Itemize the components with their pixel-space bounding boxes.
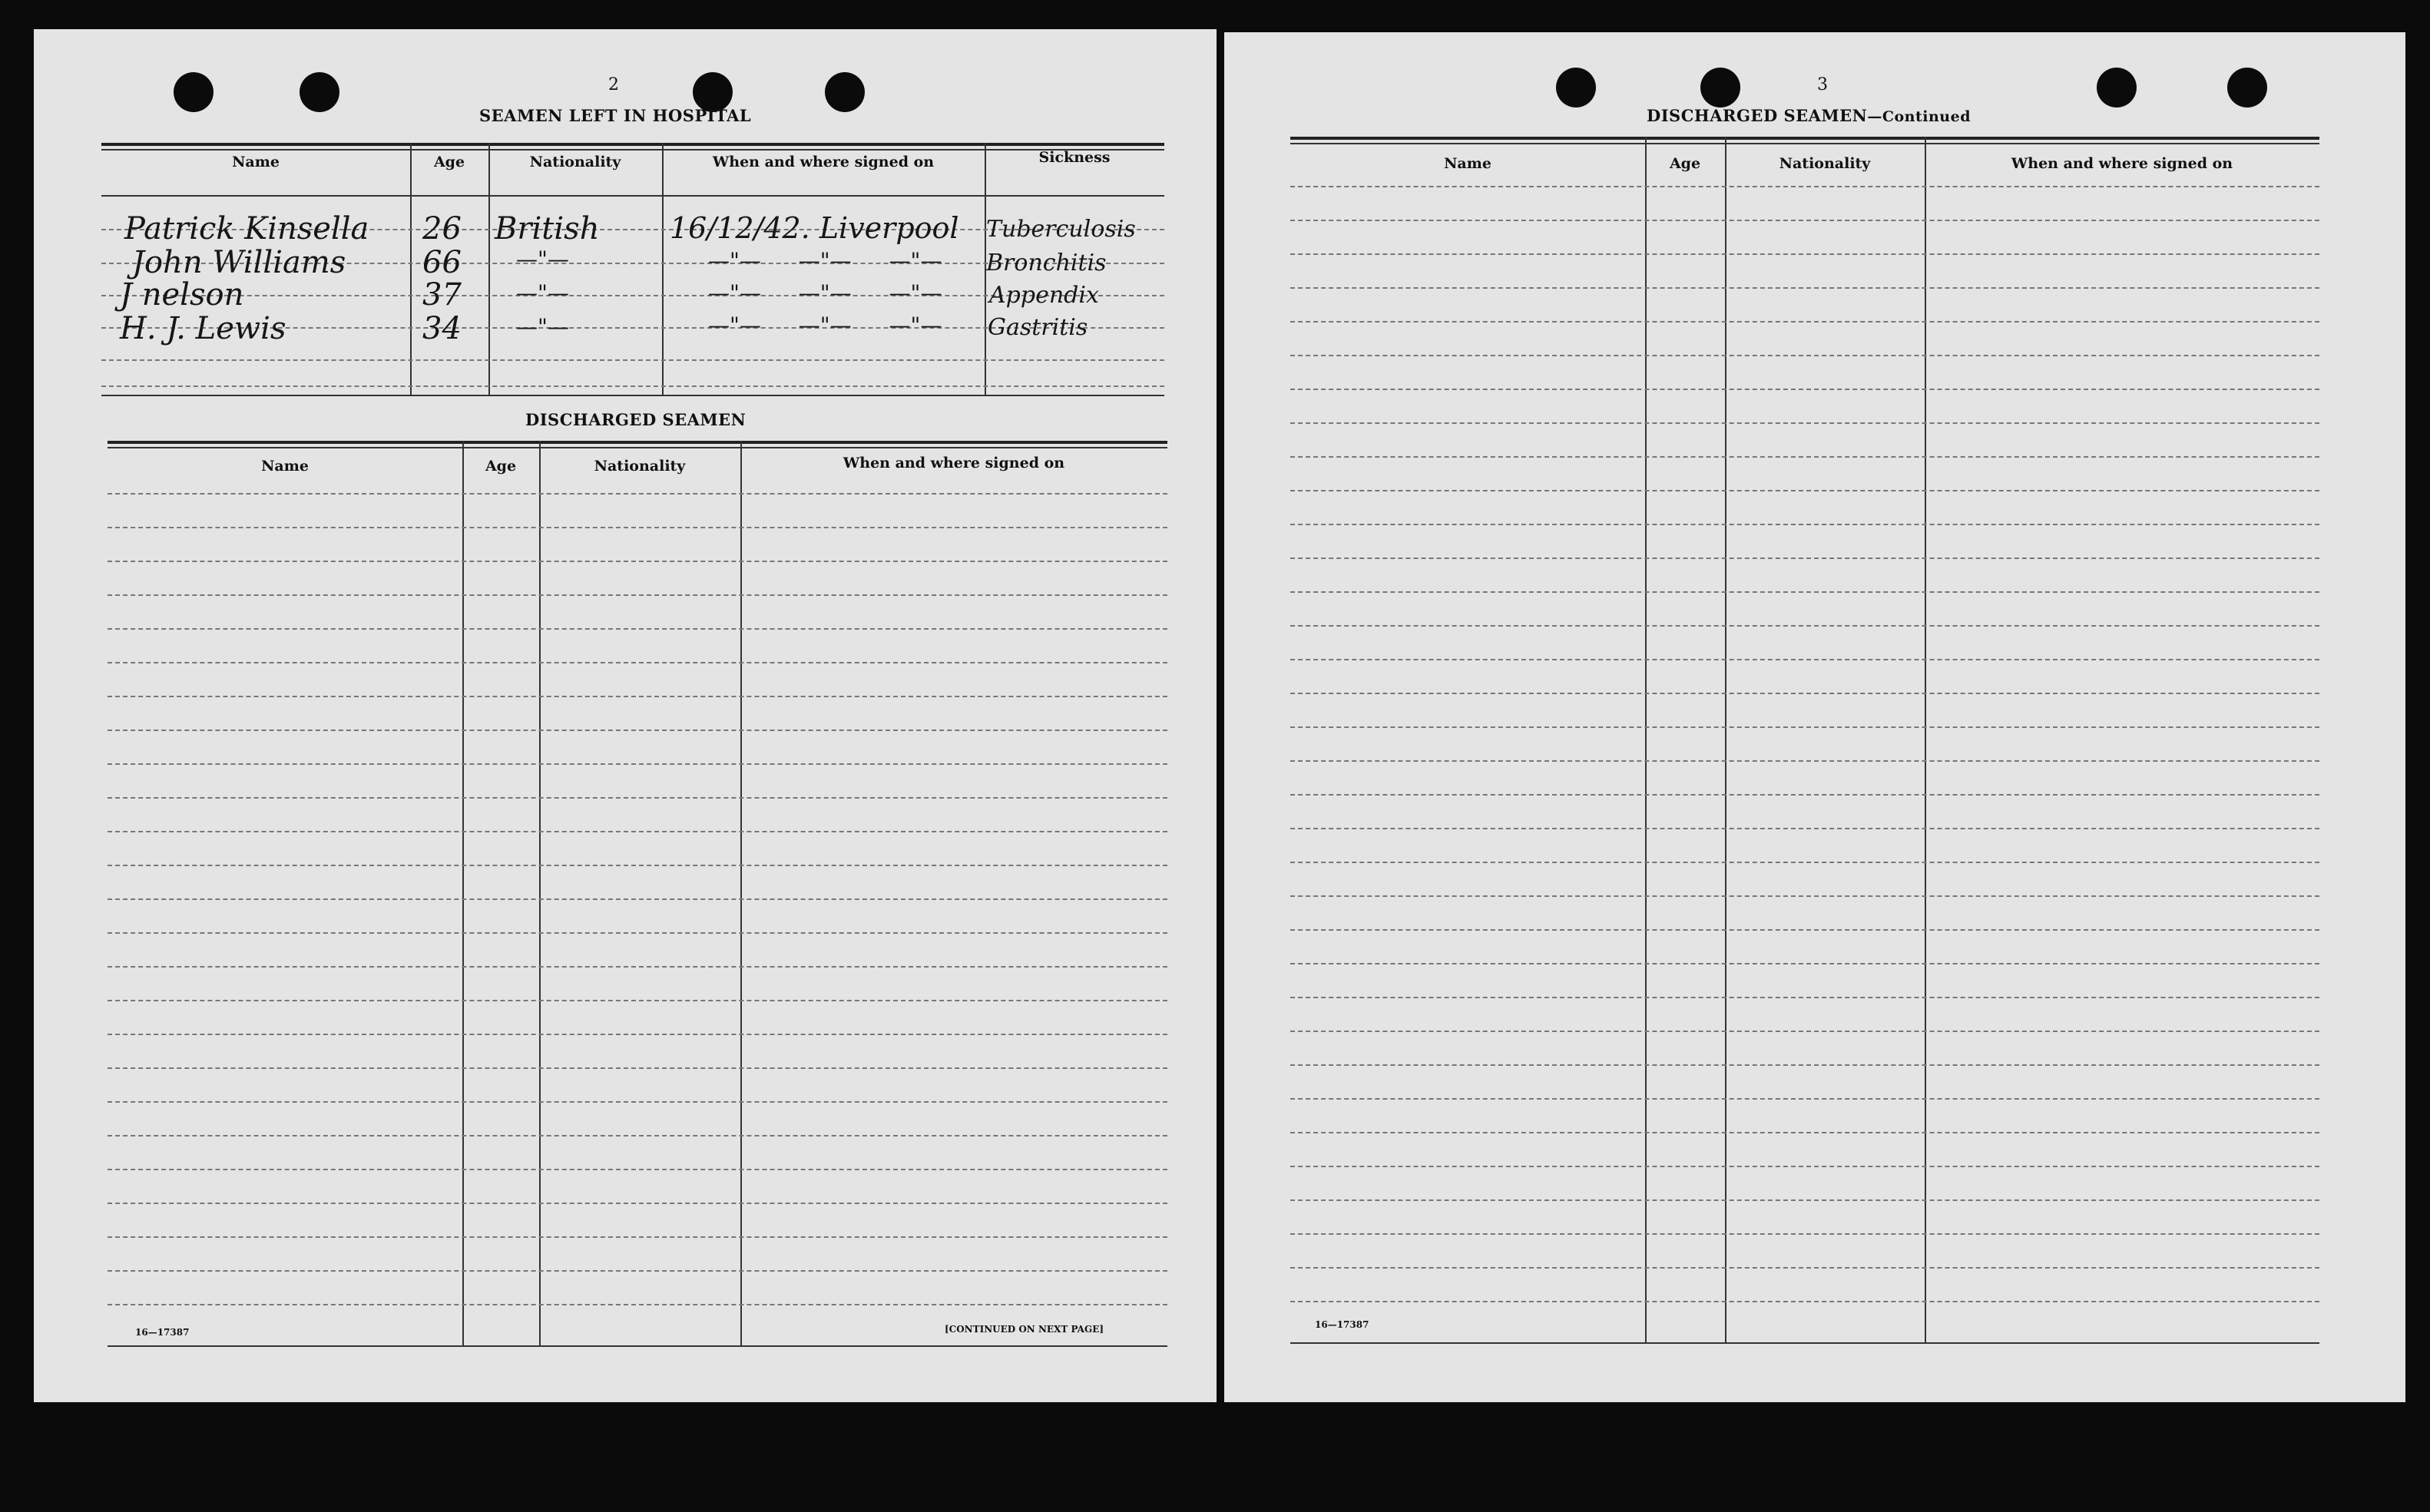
column-header-signed-on: When and where signed on [2011, 155, 2233, 172]
ruled-line [108, 898, 1167, 900]
ruled-line [1290, 929, 2319, 931]
column-header-age: Age [433, 154, 465, 170]
hospital-sickness-cell: Tuberculosis [986, 216, 1136, 243]
hospital-nationality-cell: —"— [516, 246, 569, 272]
ruled-line [108, 1236, 1167, 1238]
ruled-line [108, 1034, 1167, 1035]
column-header-name: Name [1444, 155, 1491, 172]
column-header-age: Age [1669, 155, 1701, 172]
ruled-line [1290, 490, 2319, 491]
hospital-name-cell: J nelson [120, 277, 244, 313]
ruled-line [108, 797, 1167, 799]
hospital-nationality-cell: British [495, 211, 600, 246]
punch-hole [1556, 68, 1596, 108]
ruled-line [108, 1000, 1167, 1001]
column-header-age: Age [485, 458, 517, 475]
page-number: 2 [608, 75, 619, 94]
hospital-age-cell: 37 [422, 277, 462, 313]
ruled-line [1290, 287, 2319, 289]
ruled-line [1290, 1166, 2319, 1167]
hospital-nationality-cell: —"— [516, 314, 569, 339]
ruled-line [1290, 760, 2319, 762]
ruled-line [1290, 186, 2319, 187]
column-header-signed-on: When and where signed on [712, 154, 935, 170]
ruled-line [1290, 659, 2319, 660]
ruled-line [1290, 1199, 2319, 1201]
right-page [1224, 32, 2405, 1402]
ruled-line [1290, 389, 2319, 390]
ruled-line [1290, 794, 2319, 796]
ruled-line [108, 561, 1167, 562]
ruled-line [108, 1203, 1167, 1204]
ruled-line [1290, 422, 2319, 424]
hospital-nationality-cell: —"— [516, 280, 569, 306]
column-header-name: Name [232, 154, 280, 170]
ruled-line [1290, 693, 2319, 694]
ruled-line [108, 594, 1167, 596]
discharged-continued-table [1290, 137, 2319, 1347]
ruled-line [108, 1135, 1167, 1136]
hospital-signed-on-cell: —"— —"— —"— [708, 280, 942, 306]
ruled-line [1290, 862, 2319, 863]
hospital-age-cell: 34 [422, 311, 462, 346]
discharged-continued-title [1647, 106, 1971, 125]
ruled-line [108, 865, 1167, 866]
form-number: 16—17387 [1315, 1319, 1369, 1330]
ruled-line [1290, 828, 2319, 829]
hospital-sickness-cell: Gastritis [988, 314, 1088, 341]
ruled-line [1290, 253, 2319, 255]
ruled-line [1290, 1132, 2319, 1133]
title-text: DISCHARGED SEAMEN [1647, 106, 1868, 125]
punch-hole [2227, 68, 2267, 108]
hospital-age-cell: 26 [422, 211, 462, 246]
ruled-line [1290, 726, 2319, 728]
hospital-name-cell: H. J. Lewis [120, 311, 286, 346]
ruled-line [1290, 591, 2319, 593]
ruled-line [1290, 963, 2319, 964]
hospital-age-cell: 66 [422, 245, 462, 280]
ruled-line [1290, 1233, 2319, 1235]
ruled-line [1290, 1064, 2319, 1066]
ruled-line [108, 1101, 1167, 1103]
page-number: 3 [1817, 75, 1828, 94]
punch-hole [2097, 68, 2137, 108]
hospital-signed-on-cell: 16/12/42. Liverpool [670, 211, 959, 245]
punch-hole [174, 72, 214, 112]
title-suffix: —Continued [1867, 108, 1971, 125]
ruled-line [108, 831, 1167, 832]
column-header-nationality: Nationality [529, 154, 621, 170]
form-number: 16—17387 [135, 1327, 190, 1338]
ruled-line [108, 763, 1167, 765]
hospital-name-cell: John Williams [132, 245, 346, 280]
ruled-line [108, 493, 1167, 495]
column-header-signed-on: When and where signed on [843, 455, 1065, 471]
ruled-line [108, 1067, 1167, 1069]
ruled-line [108, 1270, 1167, 1272]
continued-note: [CONTINUED ON NEXT PAGE] [945, 1324, 1104, 1335]
ruled-line [1290, 220, 2319, 221]
ruled-line [108, 1169, 1167, 1170]
ruled-line [108, 932, 1167, 934]
ruled-line [108, 1304, 1167, 1305]
ruled-line [1290, 557, 2319, 559]
punch-hole [825, 72, 865, 112]
ruled-line [108, 730, 1167, 731]
column-header-nationality: Nationality [594, 458, 686, 475]
hospital-name-cell: Patrick Kinsella [124, 211, 369, 246]
discharged-table [108, 441, 1167, 1347]
hospital-sickness-cell: Bronchitis [986, 250, 1107, 276]
ruled-line [1290, 1031, 2319, 1032]
ruled-line [1290, 1267, 2319, 1269]
column-header-name: Name [261, 458, 309, 475]
ruled-line [108, 527, 1167, 528]
ruled-line [108, 628, 1167, 630]
hospital-table [101, 143, 1164, 425]
left-page [34, 29, 1217, 1402]
hospital-signed-on-cell: —"— —"— —"— [708, 313, 942, 338]
ruled-line [1290, 1301, 2319, 1302]
ruled-line [1290, 321, 2319, 323]
hospital-sickness-cell: Appendix [989, 282, 1099, 309]
ruled-line [1290, 895, 2319, 897]
discharged-title: DISCHARGED SEAMEN [525, 410, 747, 429]
ruled-line [108, 696, 1167, 697]
hospital-signed-on-cell: —"— —"— —"— [708, 248, 942, 273]
punch-hole [300, 72, 339, 112]
ruled-line [1290, 456, 2319, 458]
ruled-line [1290, 1098, 2319, 1100]
hospital-title: SEAMEN LEFT IN HOSPITAL [479, 106, 752, 125]
ruled-line [1290, 625, 2319, 627]
ruled-line [1290, 355, 2319, 356]
column-header-nationality: Nationality [1779, 155, 1871, 172]
ruled-line [1290, 524, 2319, 525]
column-header-sickness: Sickness [1038, 149, 1111, 166]
ruled-line [108, 662, 1167, 663]
punch-hole [1700, 68, 1740, 108]
ruled-line [108, 966, 1167, 968]
ruled-line [1290, 997, 2319, 998]
